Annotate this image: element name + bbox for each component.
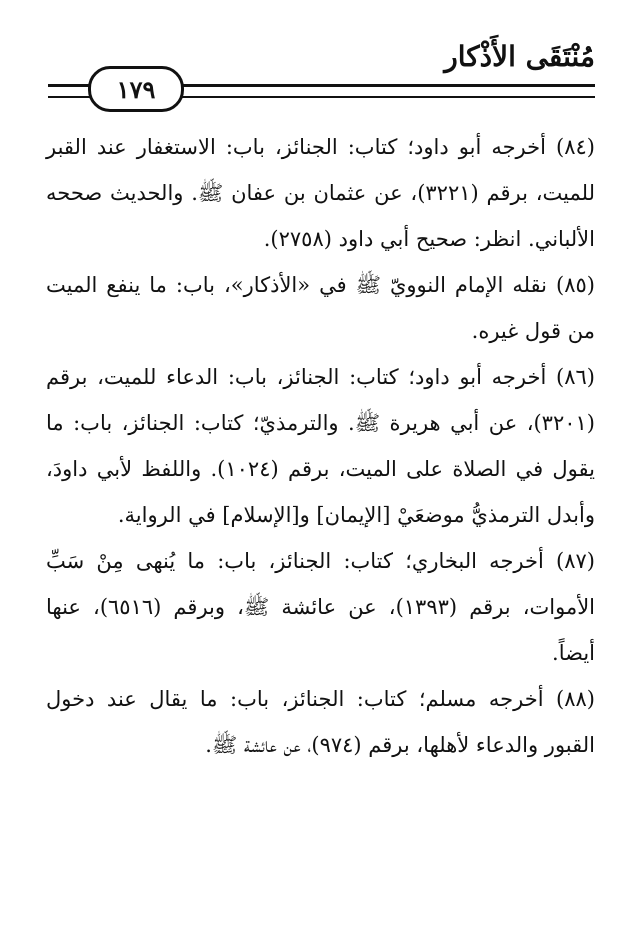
footnote-text: أخرجه مسلم؛ كتاب: الجنائز، باب: ما يقال عند دخول القبور والدعاء لأهلها، برقم (٩٧٤)، عن عائشة ﷺ. [46, 687, 595, 757]
footnote-84 [46, 124, 595, 262]
footnote-text: أخرجه أبو داود؛ كتاب: الجنائز، باب: الدعاء للميت، برقم (٣٢٠١)، عن أبي هريرة ﷺ. والترمذيّ؛ كتاب: الجنائز، باب: ما يقول في الصلاة على الميت، برقم (١٠٢٤). واللفظ لأبي داودَ، وأبدل الترمذيُّ موضعَيْ [الإيمان] و[الإسلام] في الرواية. [46, 365, 595, 527]
footnote-number: (٨٦) [556, 365, 595, 389]
footnote-number: (٨٨) [556, 687, 595, 711]
book-title: مُنْتَقَى الأَذْكار [444, 40, 595, 73]
page-number: ١٧٩ [88, 66, 184, 112]
footnote-text: أخرجه البخاري؛ كتاب: الجنائز، باب: ما يُنهى مِنْ سَبِّ الأموات، برقم (١٣٩٣)، عن عائشة ﷺ، وبرقم (٦٥١٦)، عنها أيضاً. [46, 549, 596, 665]
footnotes-list [46, 124, 595, 768]
footnote-86 [46, 354, 595, 538]
footnote-number: (٨٥) [556, 273, 595, 297]
page-header [0, 0, 639, 110]
footnote-text: أخرجه أبو داود؛ كتاب: الجنائز، باب: الاستغفار عند القبر للميت، برقم (٣٢٢١)، عن عثمان بن عفان ﷺ. والحديث صححه الألباني. انظر: صحيح أبي داود (٢٧٥٨). [46, 135, 596, 251]
footnote-85 [46, 262, 595, 354]
footnote-87 [46, 538, 595, 676]
footnote-text: نقله الإمام النوويّ ﷺ في «الأذكار»، باب: ما ينفع الميت من قول غيره. [46, 273, 595, 343]
footnote-number: (٨٤) [556, 135, 595, 159]
footnote-88 [46, 676, 595, 768]
footnote-number: (٨٧) [556, 549, 595, 573]
